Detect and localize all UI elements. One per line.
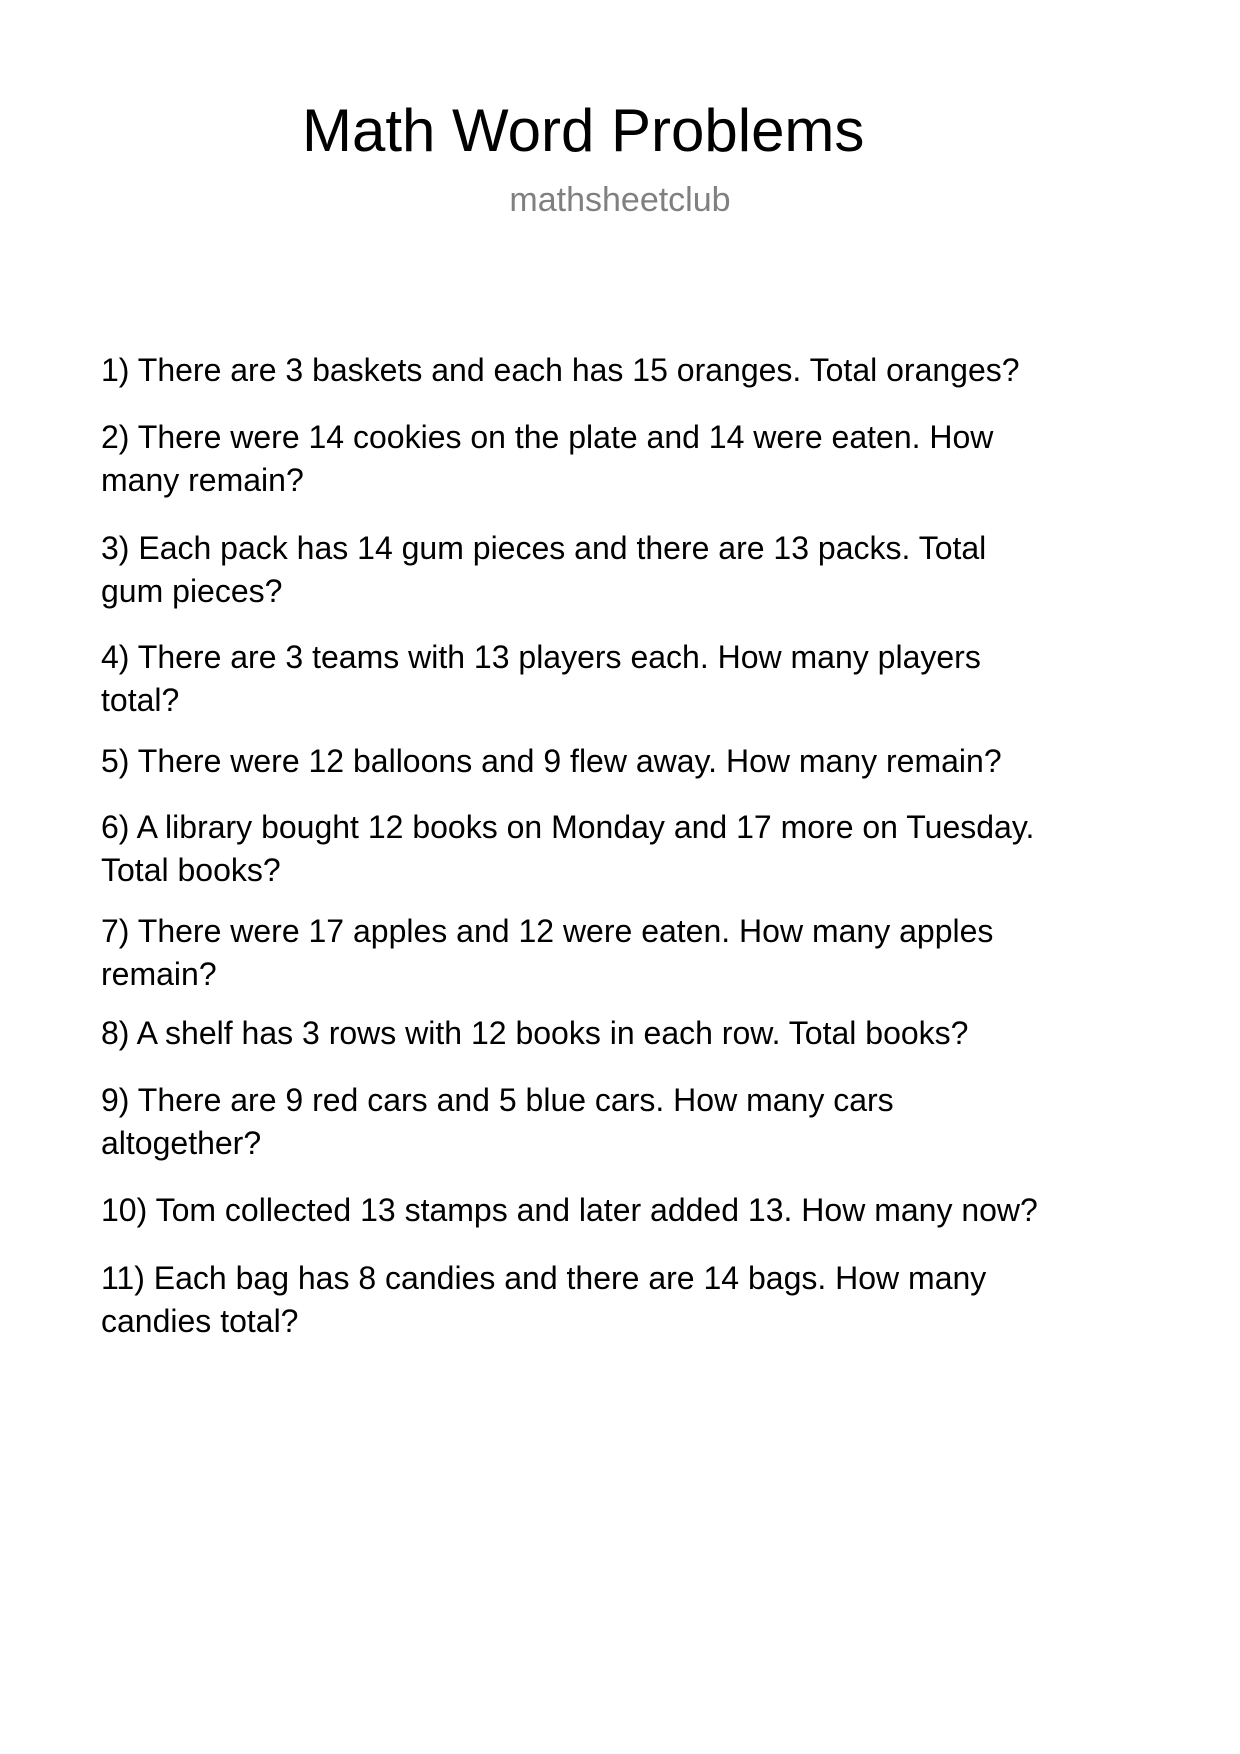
page-title: Math Word Problems [302, 97, 865, 164]
problem-line: remain? [101, 956, 217, 992]
problem-4 [101, 636, 1201, 722]
problem-5 [101, 740, 1201, 783]
problem-2 [101, 416, 1201, 502]
problem-line: 8) A shelf has 3 rows with 12 books in each row. Total books? [101, 1015, 969, 1051]
problem-line: gum pieces? [101, 573, 283, 609]
problem-line: Total books? [101, 852, 281, 888]
problem-line: altogether? [101, 1125, 262, 1161]
problem-line: 2) There were 14 cookies on the plate and 14 were eaten. How [101, 419, 994, 455]
problem-1 [101, 349, 1201, 392]
problem-line: 9) There are 9 red cars and 5 blue cars. How many cars [101, 1082, 894, 1118]
problem-9 [101, 1079, 1201, 1165]
page-subtitle: mathsheetclub [509, 181, 731, 219]
problem-line: 1) There are 3 baskets and each has 15 oranges. Total oranges? [101, 352, 1020, 388]
problem-line: total? [101, 682, 180, 718]
problem-6 [101, 806, 1201, 892]
problem-3 [101, 527, 1201, 613]
problem-line: 3) Each pack has 14 gum pieces and there are 13 packs. Total [101, 530, 987, 566]
problem-line: 7) There were 17 apples and 12 were eaten. How many apples [101, 913, 994, 949]
problem-line: many remain? [101, 462, 304, 498]
problem-line: 6) A library bought 12 books on Monday and 17 more on Tuesday. [101, 809, 1035, 845]
problem-11 [101, 1257, 1201, 1343]
problem-line: 10) Tom collected 13 stamps and later added 13. How many now? [101, 1192, 1038, 1228]
problem-line: 5) There were 12 balloons and 9 flew away. How many remain? [101, 743, 1002, 779]
problem-line: candies total? [101, 1303, 299, 1339]
problem-8 [101, 1012, 1201, 1055]
problem-7 [101, 910, 1201, 996]
problem-10 [101, 1189, 1201, 1232]
problem-line: 4) There are 3 teams with 13 players each. How many players [101, 639, 981, 675]
problem-line: 11) Each bag has 8 candies and there are 14 bags. How many [101, 1260, 987, 1296]
